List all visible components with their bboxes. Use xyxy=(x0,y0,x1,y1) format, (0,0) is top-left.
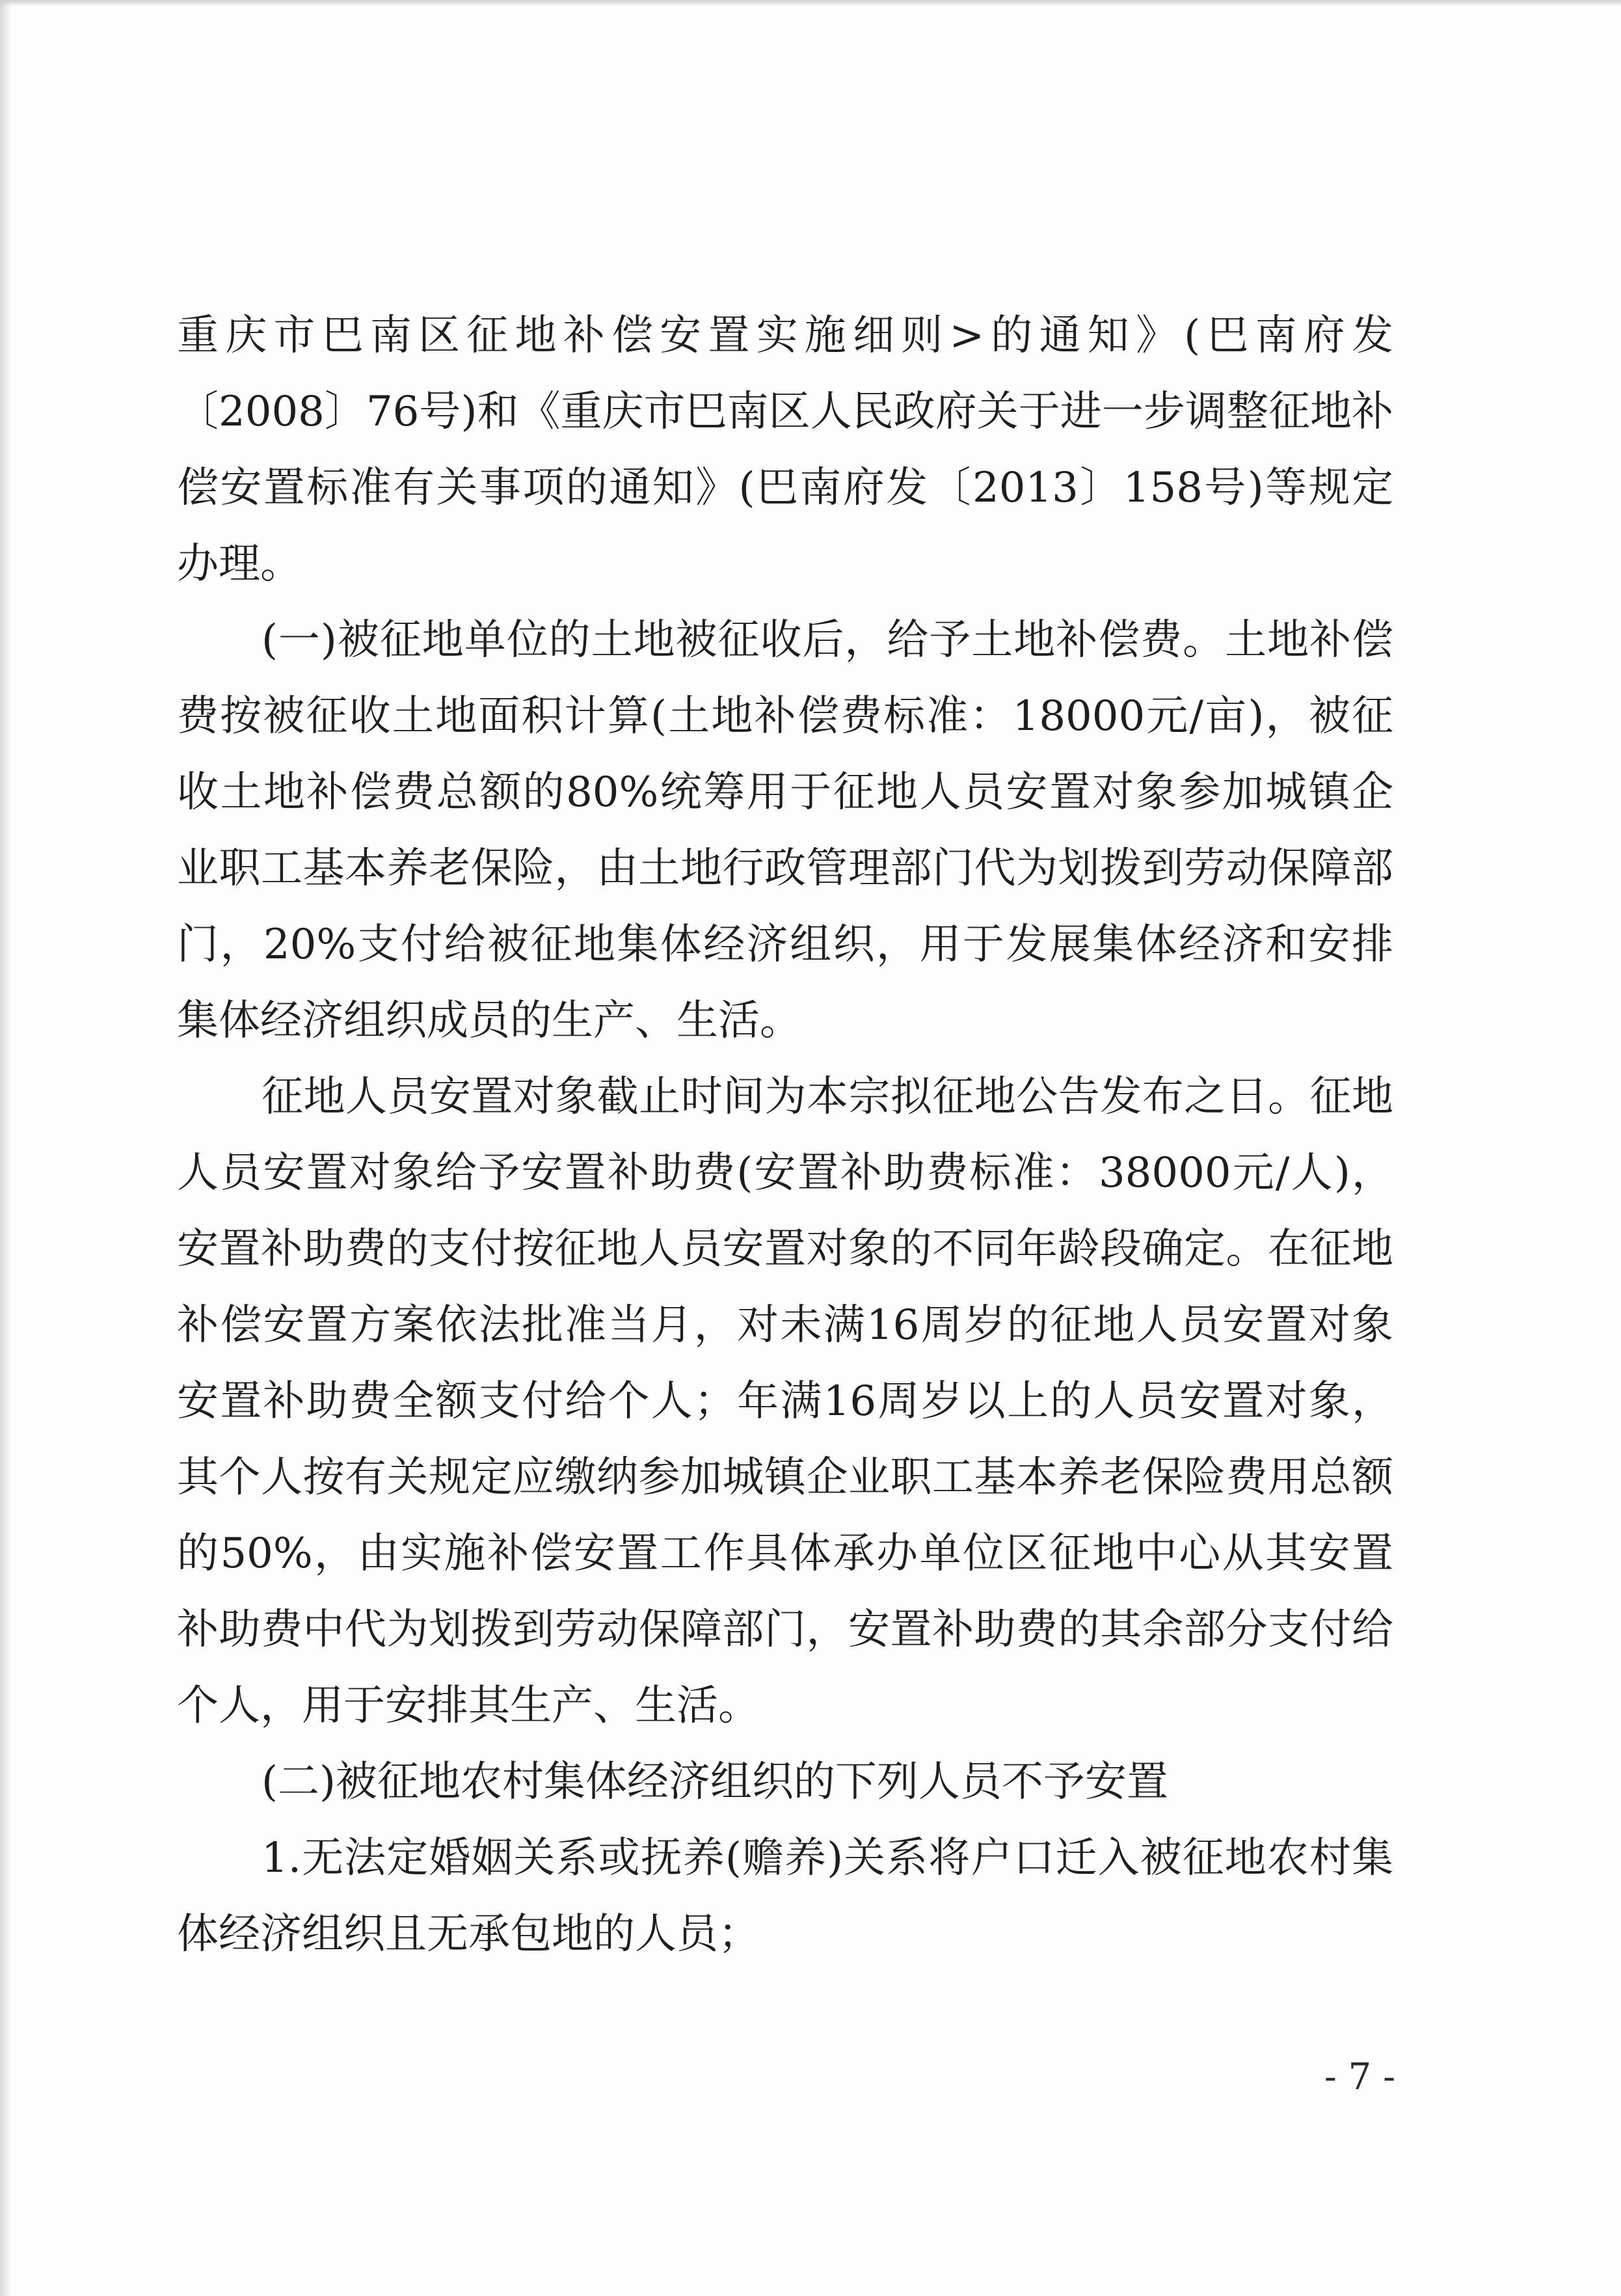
paragraph-list-item-1: 1.无法定婚姻关系或抚养(赡养)关系将户口迁入被征地农村集体经济组织且无承包地的人员； xyxy=(177,1834,1393,1958)
paragraph-section-heading: (二)被征地农村集体经济组织的下列人员不予安置 xyxy=(261,1758,1168,1806)
page-number: - 7 - xyxy=(1324,2056,1395,2098)
paragraph-continuation: 重庆市巴南区征地补偿安置实施细则>的通知》(巴南府发〔2008〕76号)和《重庆市巴南区人民政府关于进一步调整征地补偿安置标准有关事项的通知》(巴南府发〔2013〕158号)等规定办理。 xyxy=(177,312,1393,588)
document-body xyxy=(177,298,1393,1973)
scan-edge-shadow xyxy=(0,0,12,2296)
paragraph-land-compensation: (一)被征地单位的土地被征收后，给予土地补偿费。土地补偿费按被征收土地面积计算(土地补偿费标准：18000元/亩)，被征收土地补偿费总额的80%统筹用于征地人员安置对象参加城镇企业职工基本养老保险，由土地行政管理部门代为划拨到劳动保障部门，20%支付给被征地集体经济组织，用于发展集体经济和安排集体经济组织成员的生产、生活。 xyxy=(177,616,1393,1045)
paragraph-resettlement-subsidy: 征地人员安置对象截止时间为本宗拟征地公告发布之日。征地人员安置对象给予安置补助费(安置补助费标准：38000元/人)，安置补助费的支付按征地人员安置对象的不同年龄段确定。在征地补偿安置方案依法批准当月，对未满16周岁的征地人员安置对象安置补助费全额支付给个人；年满16周岁以上的人员安置对象，其个人按有关规定应缴纳参加城镇企业职工基本养老保险费用总额的50%，由实施补偿安置工作具体承办单位区征地中心从其安置补助费中代为划拨到劳动保障部门，安置补助费的其余部分支付给个人，用于安排其生产、生活。 xyxy=(177,1073,1393,1730)
scan-top-shadow xyxy=(0,0,1621,7)
